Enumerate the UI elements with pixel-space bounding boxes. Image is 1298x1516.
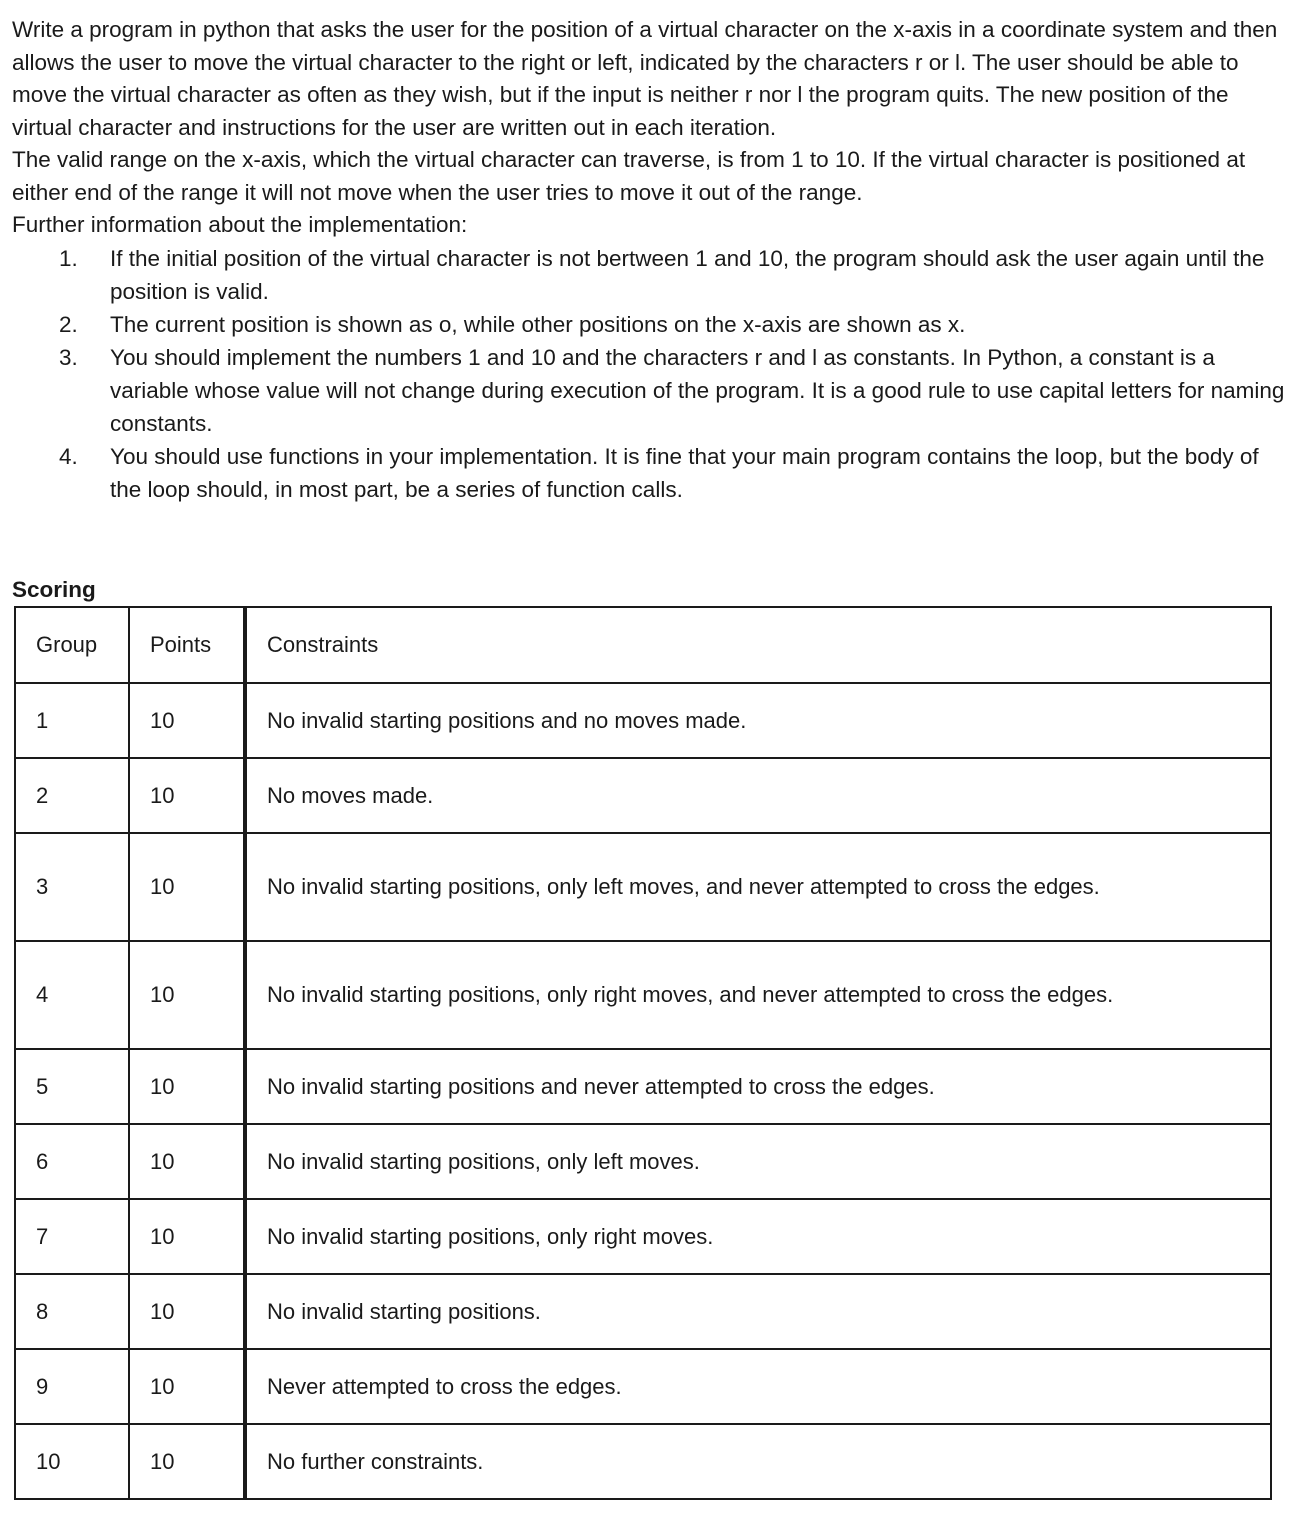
table-row [15, 1124, 1271, 1199]
table-row [15, 1349, 1271, 1424]
cell-group: 3 [15, 833, 129, 941]
cell-group: 1 [15, 683, 129, 758]
cell-group: 10 [15, 1424, 129, 1499]
cell-constraints: No invalid starting positions, only right moves. [245, 1199, 1271, 1274]
cell-points: 10 [129, 1199, 245, 1274]
table-row [15, 1424, 1271, 1499]
header-group: Group [15, 607, 129, 683]
item-number: 1. [59, 245, 78, 271]
cell-group: 8 [15, 1274, 129, 1349]
table-row [15, 941, 1271, 1049]
item-text: If the initial position of the virtual character is not bertween 1 and 10, the program should ask the user again until the position is valid. [110, 245, 1265, 304]
item-number: 2. [59, 311, 78, 337]
cell-group: 9 [15, 1349, 129, 1424]
cell-points: 10 [129, 1349, 245, 1424]
table-row [15, 833, 1271, 941]
implementation-item [12, 308, 1288, 341]
table-header-row [15, 607, 1271, 683]
problem-statement [12, 14, 1288, 506]
item-text: The current position is shown as o, while other positions on the x-axis are shown as x. [110, 311, 966, 337]
table-row [15, 1199, 1271, 1274]
cell-constraints: No invalid starting positions, only left moves. [245, 1124, 1271, 1199]
cell-points: 10 [129, 1049, 245, 1124]
header-constraints: Constraints [245, 607, 1271, 683]
cell-group: 2 [15, 758, 129, 833]
intro-paragraph-1: Write a program in python that asks the user for the position of a virtual character on the x-axis in a coordinate system and then allows the user to move the virtual character to the right or left, indicated by the characters r or l. The user should be able to move the virtual character as often as they wish, but if the input is neither r nor l the program quits. The new position of the virtual character and instructions for the user are written out in each iteration. [12, 17, 1278, 140]
intro-paragraph-2: The valid range on the x-axis, which the virtual character can traverse, is from 1 to 10. If the virtual character is positioned at either end of the range it will not move when the user tries to move it out of the range. [12, 147, 1246, 205]
implementation-list [12, 242, 1288, 506]
header-points: Points [129, 607, 245, 683]
table-row [15, 1049, 1271, 1124]
cell-constraints: No moves made. [245, 758, 1271, 833]
cell-constraints: No invalid starting positions, only left moves, and never attempted to cross the edges. [245, 833, 1271, 941]
cell-constraints: No invalid starting positions and no moves made. [245, 683, 1271, 758]
cell-points: 10 [129, 1274, 245, 1349]
cell-constraints: No invalid starting positions and never attempted to cross the edges. [245, 1049, 1271, 1124]
cell-constraints: No invalid starting positions. [245, 1274, 1271, 1349]
implementation-item [12, 242, 1288, 308]
scoring-table [14, 606, 1272, 1500]
cell-points: 10 [129, 758, 245, 833]
item-text: You should implement the numbers 1 and 10 and the characters r and l as constants. In Python, a constant is a variable whose value will not change during execution of the program. It is a good rule to use capital letters for naming constants. [110, 344, 1285, 436]
implementation-item [12, 341, 1288, 440]
cell-group: 6 [15, 1124, 129, 1199]
cell-group: 7 [15, 1199, 129, 1274]
item-number: 3. [59, 344, 78, 370]
table-row [15, 758, 1271, 833]
cell-constraints: No invalid starting positions, only right moves, and never attempted to cross the edges. [245, 941, 1271, 1049]
item-text: You should use functions in your implementation. It is fine that your main program contains the loop, but the body of the loop should, in most part, be a series of function calls. [110, 443, 1259, 502]
intro-paragraph-3: Further information about the implementation: [12, 212, 468, 237]
cell-group: 4 [15, 941, 129, 1049]
table-row [15, 683, 1271, 758]
scoring-heading: Scoring [12, 577, 96, 602]
cell-group: 5 [15, 1049, 129, 1124]
cell-constraints: No further constraints. [245, 1424, 1271, 1499]
cell-points: 10 [129, 1424, 245, 1499]
cell-points: 10 [129, 833, 245, 941]
cell-points: 10 [129, 1124, 245, 1199]
table-row [15, 1274, 1271, 1349]
item-number: 4. [59, 443, 78, 469]
cell-constraints: Never attempted to cross the edges. [245, 1349, 1271, 1424]
cell-points: 10 [129, 683, 245, 758]
implementation-item [12, 440, 1288, 506]
cell-points: 10 [129, 941, 245, 1049]
